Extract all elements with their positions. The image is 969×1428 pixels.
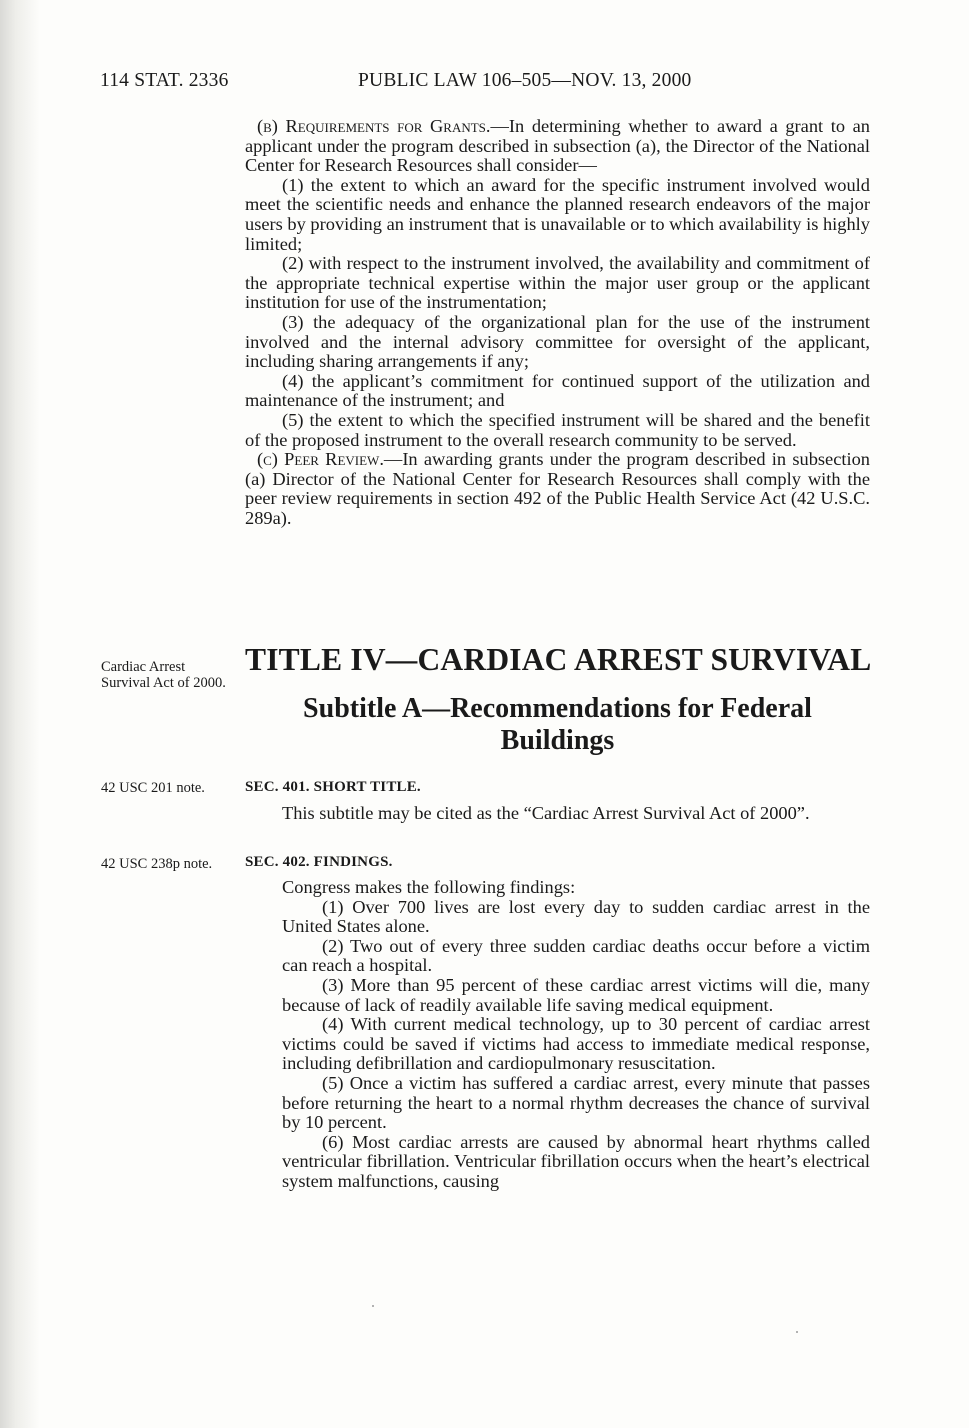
sec-401-heading: SEC. 401. SHORT TITLE. bbox=[245, 779, 421, 795]
subsection-b-intro: —In determining whether to award a grant to an applicant under the program described in subsection (a), the Director of the National Center for Research Resources shall consider— bbox=[245, 116, 871, 176]
finding-6: (6) Most cardiac arrests are caused by abnormal heart rhythms called ventricular fibrillation. Ventricular fibrillation occurs when the heart’s electrical system malfunctions, causing bbox=[282, 1131, 870, 1191]
finding-1: (1) Over 700 lives are lost every day to sudden cardiac arrest in the United States alone. bbox=[282, 896, 870, 937]
margin-note-act-name: Cardiac Arrest Survival Act of 2000. bbox=[101, 659, 226, 691]
subsection-b-item-2: (2) with respect to the instrument involved, the availability and commitment of the appropriate technical expertise within the major user group or the applicant institution for use of the instrumentation; bbox=[245, 253, 870, 313]
subsection-c-text: —In awarding grants under the program described in subsection (a) Director of the National Center for Research Resources shall comply with the peer review requirements in section 492 of the Public Health Service Act (42 U.S.C. 289a). bbox=[245, 449, 870, 528]
page-header-law: PUBLIC LAW 106–505—NOV. 13, 2000 bbox=[358, 70, 692, 91]
title-iv-heading: TITLE IV—CARDIAC ARREST SURVIVAL bbox=[245, 642, 872, 677]
page-edge-shadow bbox=[0, 0, 40, 1428]
subsection-b-item-5: (5) the extent to which the specified instrument will be shared and the benefit of the proposed instrument to the overall research community to be served. bbox=[245, 409, 870, 450]
subsection-c-heading: (c) Peer Review. bbox=[257, 449, 384, 470]
sec-401-text: This subtitle may be cited as the “Cardiac Arrest Survival Act of 2000”. bbox=[282, 803, 810, 823]
margin-note-usc-201: 42 USC 201 note. bbox=[101, 780, 205, 796]
sec-402-body bbox=[245, 878, 870, 1192]
margin-note-usc-238p: 42 USC 238p note. bbox=[101, 856, 213, 872]
finding-2: (2) Two out of every three sudden cardiac deaths occur before a victim can reach a hospital. bbox=[282, 935, 870, 976]
finding-5: (5) Once a victim has suffered a cardiac arrest, every minute that passes before returning the heart to a normal rhythm decreases the chance of survival by 10 percent. bbox=[282, 1072, 870, 1133]
sec-401-body bbox=[245, 804, 870, 824]
section-b-c-block bbox=[245, 117, 870, 528]
scan-speck bbox=[796, 1331, 798, 1333]
finding-4: (4) With current medical technology, up to 30 percent of cardiac arrest victims could be saved if victims had access to immediate medical response, including defibrillation and cardiopulmonary resuscitation. bbox=[282, 1014, 870, 1074]
sec-402-intro: Congress makes the following findings: bbox=[282, 877, 576, 897]
subtitle-a-heading: Subtitle A—Recommendations for Federal Buildings bbox=[303, 693, 812, 756]
subsection-c bbox=[245, 450, 870, 528]
subsection-b-item-3: (3) the adequacy of the organizational plan for the use of the instrument involved and the internal advisory committee for oversight of the applicant, including sharing arrangements if any; bbox=[245, 311, 870, 372]
subsection-b bbox=[245, 117, 870, 176]
subsection-b-item-1: (1) the extent to which an award for the specific instrument involved would meet the scientific needs and enhance the planned research endeavors of the major users by providing an instrument that is unavailable or to which availability is highly limited; bbox=[245, 174, 870, 254]
scan-speck bbox=[372, 1305, 374, 1307]
subsection-b-item-4: (4) the applicant’s commitment for continued support of the utilization and maintenance of the instrument; and bbox=[245, 370, 870, 411]
sec-402-heading: SEC. 402. FINDINGS. bbox=[245, 854, 393, 870]
page-header-stat: 114 STAT. 2336 bbox=[100, 70, 229, 91]
subsection-b-heading: (b) Requirements for Grants. bbox=[257, 116, 491, 136]
finding-3: (3) More than 95 percent of these cardiac arrest victims will die, many because of lack of readily available life saving medical equipment. bbox=[282, 974, 870, 1015]
